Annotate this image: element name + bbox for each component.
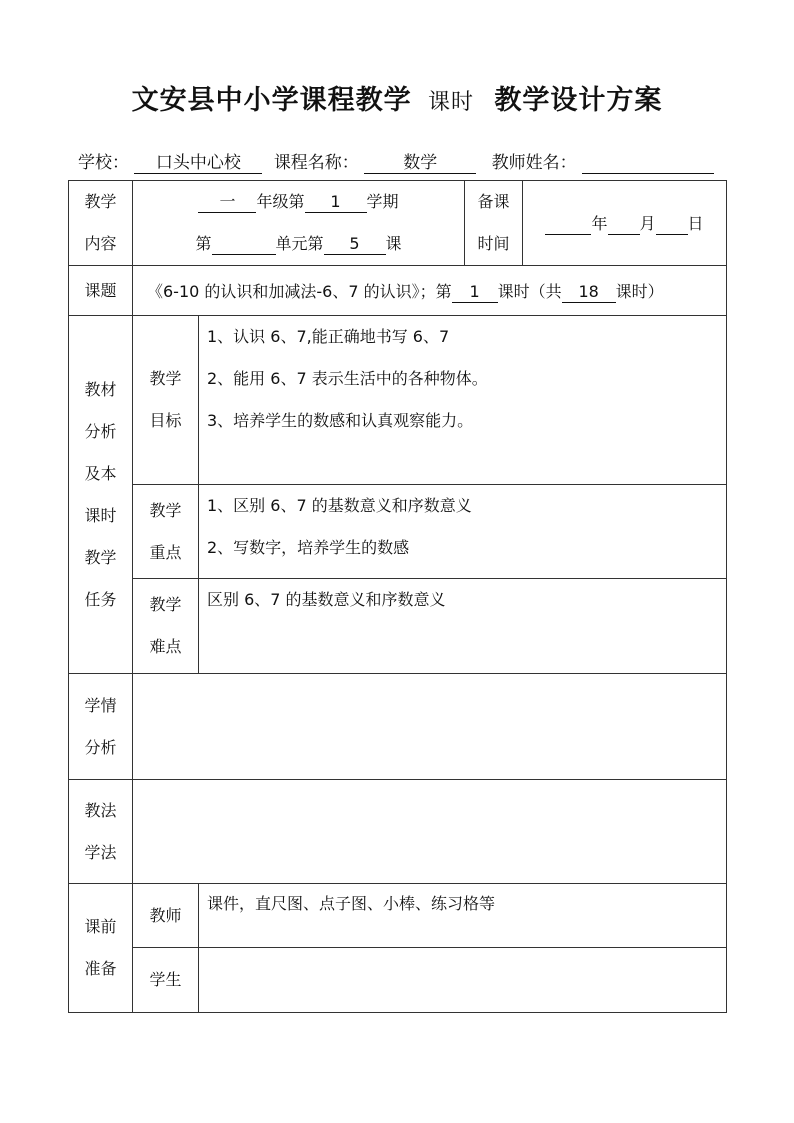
prep-main-label-1: 课前 xyxy=(84,917,117,936)
prep-student-content[interactable] xyxy=(199,948,727,1013)
semester-value[interactable]: 1 xyxy=(305,192,367,213)
period-text: 课时（共 xyxy=(497,281,562,301)
focus-label-cell xyxy=(133,485,199,579)
difficulty-label-cell xyxy=(133,579,199,674)
content-row xyxy=(69,181,727,266)
focus-row xyxy=(69,485,727,579)
learner-label-cell xyxy=(69,674,133,780)
year-blank[interactable] xyxy=(545,214,591,235)
learner-label-1: 学情 xyxy=(84,695,117,715)
school-value[interactable]: 口头中心校 xyxy=(134,153,262,174)
method-content[interactable] xyxy=(133,780,727,884)
course-label: 课程名称： xyxy=(273,153,359,173)
method-row xyxy=(69,780,727,884)
method-label-1: 教法 xyxy=(84,800,117,820)
prep-label-cell xyxy=(465,181,523,266)
day-text: 日 xyxy=(687,214,704,233)
difficulty-label-1: 教学 xyxy=(149,595,182,614)
content-label-2: 内容 xyxy=(84,234,117,253)
unit-prefix: 第 xyxy=(195,234,212,253)
method-label-cell xyxy=(69,780,133,884)
content-value-cell xyxy=(133,181,465,266)
analysis-label-3: 及本 xyxy=(84,463,117,483)
analysis-label-4: 课时 xyxy=(84,505,117,525)
unit-value-blank[interactable] xyxy=(212,234,276,255)
method-label-2: 学法 xyxy=(84,842,117,862)
total-value[interactable]: 18 xyxy=(562,282,616,303)
semester-text: 学期 xyxy=(366,192,399,211)
content-label-1: 教学 xyxy=(84,192,117,211)
difficulty-content xyxy=(199,579,727,674)
teacher-label: 教师姓名： xyxy=(491,153,577,173)
lesson-plan-table xyxy=(68,180,727,1013)
analysis-label-6: 任务 xyxy=(84,589,117,609)
prep-label-cell-main xyxy=(69,884,133,1013)
focus-content xyxy=(199,485,727,579)
course-value[interactable]: 数学 xyxy=(364,153,476,174)
prep-teacher-content xyxy=(199,884,727,948)
day-blank[interactable] xyxy=(656,214,688,235)
focus-label-2: 重点 xyxy=(149,542,182,562)
month-blank[interactable] xyxy=(608,214,640,235)
year-text: 年 xyxy=(591,214,608,233)
total-text: 课时） xyxy=(615,281,664,301)
focus-item: 2、写数字，培养学生的数感 xyxy=(207,538,410,557)
learner-content[interactable] xyxy=(133,674,727,780)
prep-label-2: 时间 xyxy=(477,234,510,253)
month-text: 月 xyxy=(639,214,656,233)
prep-student-row xyxy=(69,948,727,1013)
prep-teacher-label: 教师 xyxy=(133,884,199,948)
title-end: 教学设计方案 xyxy=(494,85,663,116)
goals-label-cell xyxy=(133,316,199,485)
prep-student-label: 学生 xyxy=(133,948,199,1013)
topic-row xyxy=(69,266,727,316)
goals-label-2: 目标 xyxy=(149,411,182,430)
document-title xyxy=(0,78,794,117)
lesson-value[interactable]: 5 xyxy=(324,234,386,255)
goal-item: 2、能用 6、7 表示生活中的各种物体。 xyxy=(207,369,488,388)
prep-label-1: 备课 xyxy=(477,192,510,211)
topic-text: 《6-10 的认识和加减法-6、7 的认识》；第 xyxy=(147,281,452,301)
learner-row xyxy=(69,674,727,780)
goals-row xyxy=(69,316,727,485)
topic-label: 课题 xyxy=(69,266,133,316)
title-main: 文安县中小学课程教学 xyxy=(131,85,412,116)
grade-value[interactable]: 一 xyxy=(198,192,256,213)
prep-teacher-value: 课件，直尺图、点子图、小棒、练习格等 xyxy=(207,894,496,913)
content-label-cell xyxy=(69,181,133,266)
goal-item: 3、培养学生的数感和认真观察能力。 xyxy=(207,411,474,430)
learner-label-2: 分析 xyxy=(84,737,117,757)
title-period: 课时 xyxy=(427,90,474,115)
focus-item: 1、区别 6、7 的基数意义和序数意义 xyxy=(207,496,472,515)
school-label: 学校： xyxy=(78,153,129,173)
analysis-label-1: 教材 xyxy=(84,379,117,399)
grade-text: 年级第 xyxy=(256,192,305,211)
teacher-value-blank[interactable] xyxy=(582,153,714,174)
difficulty-row xyxy=(69,579,727,674)
goal-item: 1、认识 6、7,能正确地书写 6、7 xyxy=(207,327,450,346)
analysis-label-2: 分析 xyxy=(84,421,117,441)
difficulty-label-2: 难点 xyxy=(149,637,182,656)
prep-date-cell xyxy=(523,181,727,266)
info-line xyxy=(78,148,714,174)
topic-value-cell xyxy=(133,266,727,316)
analysis-label-5: 教学 xyxy=(84,547,117,567)
unit-text: 单元第 xyxy=(275,234,324,253)
lesson-text: 课 xyxy=(385,234,402,253)
focus-label-1: 教学 xyxy=(149,500,182,520)
difficulty-item: 区别 6、7 的基数意义和序数意义 xyxy=(207,590,446,609)
analysis-label-cell xyxy=(69,316,133,674)
goals-content xyxy=(199,316,727,485)
prep-main-label-2: 准备 xyxy=(84,959,117,978)
period-value[interactable]: 1 xyxy=(452,282,498,303)
prep-teacher-row xyxy=(69,884,727,948)
goals-label-1: 教学 xyxy=(149,369,182,388)
